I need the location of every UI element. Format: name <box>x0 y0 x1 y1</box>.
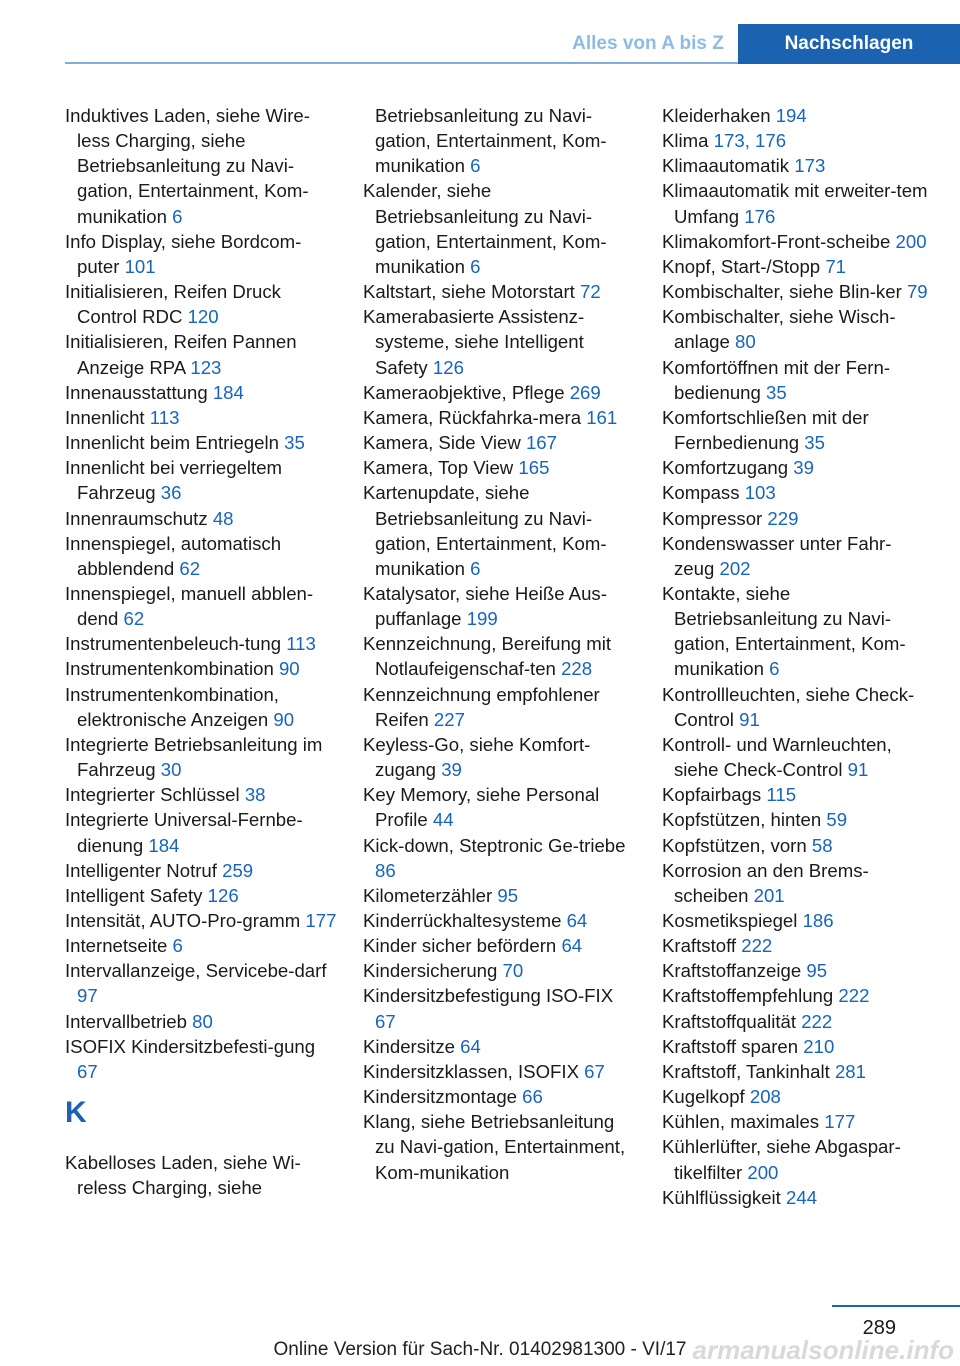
page-reference-link[interactable]: 64 <box>460 1035 481 1057</box>
page-reference-link[interactable]: 177 <box>305 910 337 931</box>
page-reference-link[interactable]: 35 <box>766 381 787 403</box>
index-entry-text: Kombischalter, siehe Wisch-anlage <box>662 306 896 353</box>
index-entry-text: Kindersicherung <box>363 960 498 982</box>
page-reference-link[interactable]: 176 <box>744 205 776 227</box>
page-reference-link[interactable]: 113 <box>286 633 316 655</box>
index-entry-text: Kartenupdate, siehe Betriebsanleitung zu Navi-gation, Entertainment, Kom-munikation <box>363 482 607 579</box>
index-entry <box>363 1034 635 1059</box>
index-entry-text: Kindersitzmontage <box>363 1086 517 1108</box>
page-reference-link[interactable]: 86 <box>375 859 396 881</box>
index-entry-text: Kinder sicher befördern <box>363 935 557 957</box>
index-entry <box>363 405 635 430</box>
index-entry-text: Kühlen, maximales <box>662 1111 820 1133</box>
page-reference-link[interactable]: 95 <box>806 960 828 982</box>
index-entry-text: Intelligent Safety <box>65 884 203 906</box>
index-entry <box>662 933 930 958</box>
page-reference-link[interactable]: 222 <box>838 985 870 1007</box>
page-reference-link[interactable]: 70 <box>502 960 524 982</box>
page-reference-link[interactable]: 59 <box>826 809 848 831</box>
index-entry <box>662 983 930 1008</box>
index-entry <box>662 807 930 832</box>
page-reference-link[interactable]: 201 <box>753 884 785 906</box>
index-entry-text: Kamerabasierte Assistenz-systeme, siehe Intelligent Safety <box>363 306 585 378</box>
index-entry-text: Kalender, siehe Betriebsanleitung zu Navi-gation, Entertainment, Kom-munikation <box>363 180 607 277</box>
index-entry-text: Intervallanzeige, Servicebe-darf <box>65 960 327 982</box>
index-entry-text: Innenspiegel, manuell abblen-dend <box>65 582 314 630</box>
index-entry <box>662 1084 930 1109</box>
index-entry <box>363 103 635 178</box>
watermark-logo: armanualsonline.info <box>692 1335 954 1365</box>
index-entry <box>65 933 337 958</box>
index-entry-text: Initialisieren, Reifen Pannen Anzeige RPA <box>65 331 297 378</box>
index-entry <box>363 933 635 958</box>
index-entry <box>65 1034 337 1084</box>
index-entry-text: Kontrollleuchten, siehe Check-Control <box>662 683 915 730</box>
index-entry <box>363 883 635 908</box>
index-entry-text: Kennzeichnung empfohlener Reifen <box>363 683 600 730</box>
index-entry-text: Klimaautomatik <box>662 155 790 177</box>
index-entry <box>662 531 930 581</box>
page-reference-link[interactable]: 90 <box>273 708 295 730</box>
index-entry <box>65 1150 337 1200</box>
page-reference-link[interactable]: 228 <box>561 658 593 680</box>
page-reference-link[interactable]: 58 <box>811 834 833 856</box>
index-entry <box>363 631 635 681</box>
index-entry-text: Katalysator, siehe Heiße Aus-puffanlage <box>363 582 607 630</box>
page-reference-link[interactable]: 44 <box>432 809 454 831</box>
index-entry-text: Kombischalter, siehe Blin-ker <box>662 281 902 303</box>
index-entry-text: Kugelkopf <box>662 1086 745 1108</box>
index-entry <box>65 883 337 908</box>
index-entry <box>363 178 635 279</box>
index-entry <box>662 732 930 782</box>
page-reference-link[interactable]: 210 <box>803 1035 835 1057</box>
page-reference-link[interactable]: 35 <box>284 432 305 454</box>
index-entry <box>65 581 337 631</box>
page-reference-link[interactable]: 126 <box>432 356 464 378</box>
index-entry-text: Kontakte, siehe Betriebsanleitung zu Navi-gation, Entertainment, Kom-munikation <box>662 582 906 680</box>
page-reference-link[interactable]: 173 <box>794 155 826 177</box>
page-reference-link[interactable]: 6 <box>470 557 481 579</box>
index-entry <box>65 506 337 531</box>
page-reference-link[interactable]: 259 <box>222 859 254 881</box>
index-entry <box>662 858 930 908</box>
index-entry <box>65 103 337 229</box>
page-reference-link[interactable]: 126 <box>207 884 239 906</box>
page-reference-link[interactable]: 79 <box>906 281 928 303</box>
index-entry-text: Innenraumschutz <box>65 507 208 529</box>
index-entry <box>662 782 930 807</box>
index-entry-text: Kameraobjektive, Pflege <box>363 381 565 403</box>
index-entry-text: Kinderrückhaltesysteme <box>363 910 562 931</box>
index-entry <box>65 782 337 807</box>
index-column-2 <box>363 103 635 1185</box>
page-reference-link[interactable]: 269 <box>569 381 601 403</box>
page-reference-link[interactable]: 72 <box>580 281 601 303</box>
index-entry <box>65 430 337 455</box>
index-entry-text: Info Display, siehe Bordcom-puter <box>65 230 302 277</box>
page-reference-link[interactable]: 6 <box>172 935 183 957</box>
index-entry-text: Klang, siehe Betriebsanleitung zu Navi-gation, Entertainment, Kom-munikation <box>363 1111 626 1183</box>
index-entry-text: Komfortzugang <box>662 457 789 479</box>
index-entry <box>65 958 337 1008</box>
index-entry-text: Kindersitzklassen, ISOFIX <box>363 1060 579 1082</box>
index-entry-text: Kompass <box>662 482 740 504</box>
index-entry-text: Kraftstoff sparen <box>662 1035 799 1057</box>
index-entry-text: Instrumentenbeleuch-tung <box>65 633 282 655</box>
index-entry-text: Kraftstoff <box>662 935 737 957</box>
index-entry-text: Initialisieren, Reifen Druck Control RDC <box>65 281 281 328</box>
page-number: 289 <box>862 1317 896 1339</box>
page-reference-link[interactable]: 38 <box>244 784 266 806</box>
index-column-3 <box>662 103 930 1210</box>
page-reference-link[interactable]: 6 <box>470 255 481 277</box>
index-entry <box>65 1009 337 1034</box>
page-reference-link[interactable]: 177 <box>824 1111 856 1133</box>
page-reference-link[interactable]: 199 <box>466 608 498 630</box>
index-entry <box>662 103 930 128</box>
page-reference-link[interactable]: 123 <box>190 356 222 378</box>
index-entry-text: Innenlicht beim Entriegeln <box>65 432 279 454</box>
index-entry-text: Kamera, Rückfahrka-mera <box>363 406 582 428</box>
page-reference-link[interactable]: 229 <box>767 507 799 529</box>
index-entry <box>662 581 930 682</box>
index-entry <box>662 178 930 228</box>
index-entry <box>65 908 337 933</box>
page-reference-link[interactable]: 6 <box>769 658 780 680</box>
index-entry-text: Komfortschließen mit der Fernbedienung <box>662 406 869 454</box>
index-entry <box>65 279 337 329</box>
index-entry <box>662 229 930 254</box>
index-entry <box>363 480 635 581</box>
edition-note: Online Version für Sach-Nr. 01402981300 - VI/17 <box>273 1339 687 1360</box>
index-entry-text: Key Memory, siehe Personal Profile <box>363 784 600 831</box>
index-entry <box>662 1185 930 1210</box>
index-entry-text: Kleiderhaken <box>662 105 771 126</box>
page-reference-link[interactable]: 222 <box>741 935 773 957</box>
page-reference-link[interactable]: 90 <box>278 658 300 680</box>
page-reference-link[interactable]: 91 <box>739 708 760 730</box>
index-entry-text: Kilometerzähler <box>363 884 493 906</box>
index-entry <box>65 807 337 857</box>
page-reference-link[interactable]: 80 <box>735 331 756 353</box>
page-reference-link[interactable]: 39 <box>793 457 814 479</box>
page-reference-link[interactable]: 115 <box>766 784 797 806</box>
index-entry-text: Komfortöffnen mit der Fern-bedienung <box>662 356 891 403</box>
header-section-title: Alles von A bis Z <box>572 33 724 54</box>
index-entry <box>363 732 635 782</box>
footer-rule <box>832 1305 960 1307</box>
page-reference-link[interactable]: 67 <box>77 1060 98 1082</box>
index-entry <box>662 405 930 455</box>
index-entry <box>662 1009 930 1034</box>
index-entry <box>65 656 337 681</box>
index-entry-text: Kosmetikspiegel <box>662 910 798 931</box>
index-entry <box>363 581 635 631</box>
index-entry-text: Innenlicht bei verriegeltem Fahrzeug <box>65 457 283 504</box>
index-entry <box>363 958 635 983</box>
page-reference-link[interactable]: 30 <box>160 759 182 781</box>
page-reference-link[interactable]: 48 <box>212 507 234 529</box>
page-reference-link[interactable]: 103 <box>744 482 776 504</box>
index-entry-text: Induktives Laden, siehe Wire-less Charging, siehe Betriebsanleitung zu Navi-gation, Entertainment, Kom-munikation <box>65 105 310 227</box>
page-reference-link[interactable]: 202 <box>719 557 751 579</box>
index-entry <box>363 908 635 933</box>
page-reference-link[interactable]: 113 <box>149 406 180 428</box>
index-entry <box>662 833 930 858</box>
index-entry <box>363 682 635 732</box>
index-entry-text: Innenspiegel, automatisch abblendend <box>65 532 282 579</box>
index-entry <box>662 1134 930 1184</box>
index-entry-text: Intensität, AUTO-Pro-gramm <box>65 910 301 931</box>
page-reference-link[interactable]: 66 <box>522 1086 543 1108</box>
index-entry <box>65 682 337 732</box>
index-entry <box>363 1059 635 1084</box>
index-entry-text: ISOFIX Kindersitzbefesti-gung <box>65 1035 316 1057</box>
header-tab: Nachschlagen <box>738 24 960 64</box>
page-reference-link[interactable]: 39 <box>441 759 462 781</box>
index-entry <box>662 279 930 304</box>
index-entry-text: Kabelloses Laden, siehe Wi-reless Charging, siehe <box>65 1152 301 1199</box>
page-reference-link[interactable]: 167 <box>525 432 557 454</box>
page-reference-link[interactable]: 194 <box>775 105 807 126</box>
index-entry-text: Klimakomfort-Front-scheibe <box>662 230 891 252</box>
index-entry-text: Keyless-Go, siehe Komfort-zugang <box>363 733 591 781</box>
page-reference-link[interactable]: 97 <box>77 985 98 1007</box>
index-entry <box>363 1084 635 1109</box>
index-entry <box>662 1034 930 1059</box>
index-entry-text: Kondenswasser unter Fahr-zeug <box>662 532 892 579</box>
page-reference-link[interactable]: 62 <box>123 608 145 630</box>
index-entry-text: Kraftstoffanzeige <box>662 960 802 982</box>
index-entry-text: Kopfairbags <box>662 784 762 806</box>
page-reference-link[interactable]: 6 <box>470 155 481 177</box>
page-reference-link[interactable]: 64 <box>566 910 588 931</box>
index-column-1 <box>65 103 337 1200</box>
page-reference-link[interactable]: 95 <box>497 884 519 906</box>
index-entry <box>662 958 930 983</box>
page-reference-link[interactable]: 222 <box>801 1010 833 1032</box>
page-reference-link[interactable]: 35 <box>804 432 825 454</box>
index-entry-text: Kontroll- und Warnleuchten, siehe Check-Control <box>662 733 892 781</box>
index-entry-text: Kopfstützen, vorn <box>662 834 807 856</box>
index-entry <box>662 128 930 153</box>
page-reference-link[interactable]: 161 <box>586 406 618 428</box>
page-reference-link[interactable]: 184 <box>148 834 180 856</box>
index-entry <box>363 279 635 304</box>
index-entry-text: Kühlflüssigkeit <box>662 1186 781 1208</box>
index-entry <box>363 455 635 480</box>
index-entry-text: Kraftstoffempfehlung <box>662 985 834 1007</box>
index-entry <box>662 1109 930 1134</box>
page-reference-link[interactable]: 64 <box>561 935 583 957</box>
index-entry <box>662 908 930 933</box>
index-entry-text: Kamera, Side View <box>363 432 521 454</box>
index-entry <box>662 153 930 178</box>
index-entry-text: Integrierte Universal-Fernbe-dienung <box>65 809 303 856</box>
section-letter: K <box>65 1096 87 1130</box>
page-reference-link[interactable]: 67 <box>584 1060 605 1082</box>
page-reference-link[interactable]: 281 <box>834 1060 866 1082</box>
index-entry-text: Instrumentenkombination, elektronische Anzeigen <box>65 683 279 730</box>
page-reference-link[interactable]: 120 <box>187 306 219 328</box>
page-reference-link[interactable]: 173, 176 <box>713 130 787 152</box>
page-reference-link[interactable]: 67 <box>375 1010 396 1032</box>
index-entry-text: Instrumentenkombination <box>65 658 274 680</box>
page-reference-link[interactable]: 184 <box>212 381 244 403</box>
index-entry-text: Integrierter Schlüssel <box>65 784 240 806</box>
index-entry-text: Korrosion an den Brems-scheiben <box>662 859 869 906</box>
page-reference-link[interactable]: 186 <box>802 910 834 931</box>
index-entry <box>65 405 337 430</box>
index-entry <box>662 506 930 531</box>
index-entry-text: Internetseite <box>65 935 168 957</box>
index-entry-text: Kamera, Top View <box>363 457 514 479</box>
index-entry <box>65 329 337 379</box>
page-reference-link[interactable]: 165 <box>518 457 550 479</box>
index-entry-text: Klima <box>662 130 709 152</box>
index-entry <box>363 380 635 405</box>
page-reference-link[interactable]: 62 <box>179 557 201 579</box>
index-entry-text: Kindersitzbefestigung ISO-FIX <box>363 985 614 1007</box>
index-entry <box>363 983 635 1033</box>
page-reference-link[interactable]: 227 <box>433 708 465 730</box>
page-reference-link[interactable]: 6 <box>172 205 183 227</box>
index-entry <box>65 531 337 581</box>
page-reference-link[interactable]: 101 <box>124 255 156 277</box>
index-entry <box>662 480 930 505</box>
index-entry-text: Kraftstoff, Tankinhalt <box>662 1060 830 1082</box>
index-entry-text: Intervallbetrieb <box>65 1010 187 1032</box>
index-entry <box>363 304 635 379</box>
index-entry <box>662 304 930 354</box>
index-entry-text: Kennzeichnung, Bereifung mit Notlaufeigenschaf-ten <box>363 633 612 680</box>
index-entry <box>65 732 337 782</box>
index-entry-text: Innenausstattung <box>65 381 208 403</box>
index-entry-text: Betriebsanleitung zu Navi-gation, Entertainment, Kom-munikation <box>375 105 607 177</box>
page-reference-link[interactable]: 244 <box>786 1186 818 1208</box>
index-entry <box>65 380 337 405</box>
index-entry <box>662 355 930 405</box>
index-entry <box>662 1059 930 1084</box>
index-entry-text: Knopf, Start-/Stopp <box>662 255 821 277</box>
index-entry <box>363 430 635 455</box>
index-entry <box>363 782 635 832</box>
index-entry-text: Kraftstoffqualität <box>662 1010 797 1032</box>
index-entry <box>65 858 337 883</box>
index-entry <box>65 229 337 279</box>
index-entry <box>65 455 337 505</box>
index-entry <box>662 455 930 480</box>
index-entry-text: Kaltstart, siehe Motorstart <box>363 281 575 303</box>
index-entry <box>363 833 635 883</box>
index-entry <box>662 254 930 279</box>
index-entry-text: Kompressor <box>662 507 763 529</box>
index-entry <box>363 1109 635 1184</box>
index-entry-text: Integrierte Betriebsanleitung im Fahrzeug <box>65 733 323 781</box>
page-reference-link[interactable]: 91 <box>847 759 869 781</box>
page-reference-link[interactable]: 200 <box>895 230 927 252</box>
page-reference-link[interactable]: 36 <box>160 482 182 504</box>
index-entry-text: Kopfstützen, hinten <box>662 809 822 831</box>
index-entry-text: Kick-down, Steptronic Ge-triebe <box>363 834 626 856</box>
index-entry-text: Klimaautomatik mit erweiter-tem Umfang <box>662 180 928 227</box>
index-entry <box>662 682 930 732</box>
page-reference-link[interactable]: 200 <box>747 1161 779 1183</box>
index-entry-text: Kühlerlüfter, siehe Abgaspar-tikelfilter <box>662 1136 901 1183</box>
index-entry <box>65 631 337 656</box>
page-reference-link[interactable]: 71 <box>825 255 846 277</box>
index-entry-text: Kindersitze <box>363 1035 455 1057</box>
index-entry-text: Intelligenter Notruf <box>65 859 217 881</box>
page-reference-link[interactable]: 80 <box>192 1010 213 1032</box>
index-entry-text: Innenlicht <box>65 406 145 428</box>
page-reference-link[interactable]: 208 <box>749 1086 781 1108</box>
